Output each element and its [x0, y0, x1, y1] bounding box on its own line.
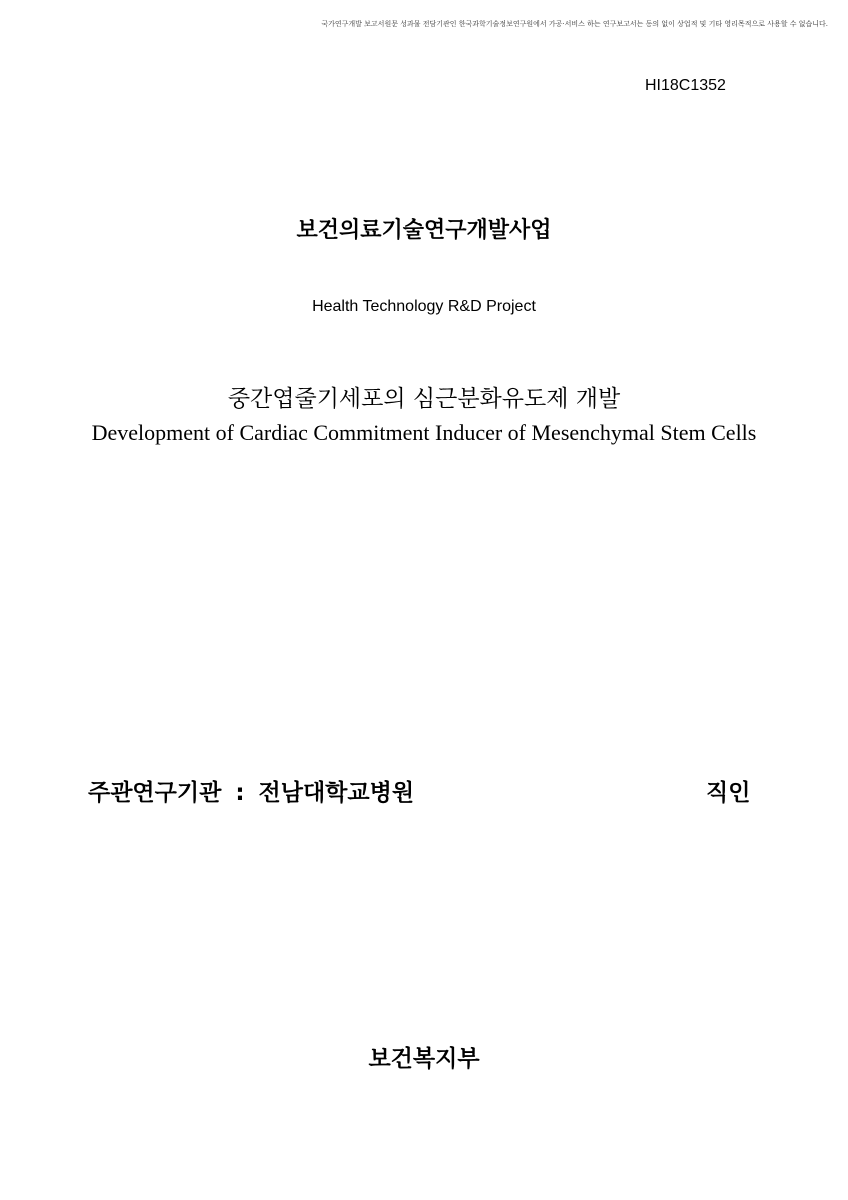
report-id: HI18C1352 — [645, 77, 726, 94]
program-name-korean: 보건의료기술연구개발사업 — [296, 218, 552, 243]
institution-name: 전남대학교병원 — [258, 780, 415, 806]
program-name-english: Health Technology R&D Project — [312, 298, 536, 315]
project-title-english: Development of Cardiac Commitment Inducer of Mesenchymal Stem Cells — [91, 420, 757, 445]
project-title-korean: 중간엽줄기세포의 심근분화유도제 개발 — [227, 386, 621, 412]
copyright-notice: 국가연구개발 보고서원문 성과물 전담기관인 한국과학기술정보연구원에서 가공·서비스 하는 연구보고서는 동의 없이 상업적 및 기타 영리목적으로 사용할 수 없습니다. — [321, 20, 828, 28]
institution-separator: : — [235, 780, 245, 806]
lead-institution — [88, 774, 414, 807]
institution-label: 주관연구기관 — [88, 780, 222, 806]
ministry-name: 보건복지부 — [368, 1046, 480, 1072]
official-seal-text: 직인 — [706, 780, 751, 806]
